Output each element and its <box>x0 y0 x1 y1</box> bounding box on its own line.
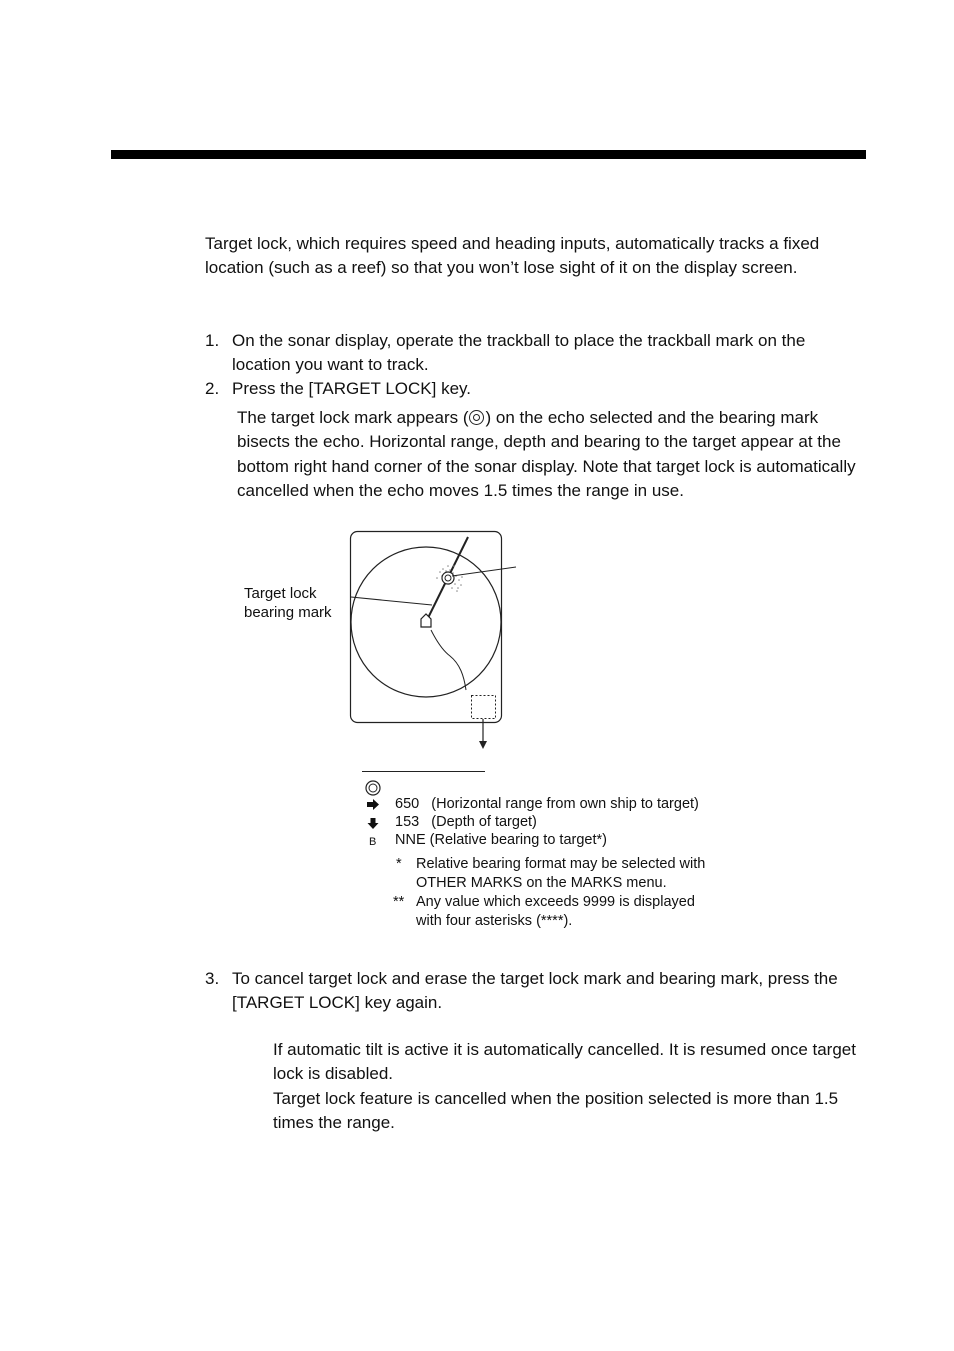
range-desc: (Horizontal range from own ship to target) <box>431 796 699 812</box>
legend-bearing <box>395 831 607 849</box>
step-text: On the sonar display, operate the trackball to place the trackball mark on the location you want to track. <box>232 331 806 375</box>
label-line-2: bearing mark <box>244 604 332 621</box>
legend-range <box>395 795 699 813</box>
range-value: 650 <box>395 796 420 812</box>
step-text: To cancel target lock and erase the target lock mark and bearing mark, press the [TARGET LOCK] key again. <box>232 969 838 1013</box>
bearing-value: NNE <box>395 832 426 848</box>
readout-arrow-head <box>479 741 487 749</box>
step-number: 2. <box>205 379 220 398</box>
note <box>273 1038 863 1136</box>
depth-desc: (Depth of target) <box>431 814 537 830</box>
track-line <box>431 630 466 690</box>
legend-lock-mark-outer <box>366 781 380 795</box>
note-line-2: Target lock feature is cancelled when the position selected is more than 1.5 times the range. <box>273 1088 839 1133</box>
footnote-1-mark: * <box>396 856 402 872</box>
footnote-2 <box>416 893 695 930</box>
footnote-2-mark: ** <box>393 894 405 910</box>
down-arrow-icon <box>368 818 379 829</box>
footnote-1-line-1: Relative bearing format may be selected with <box>416 856 706 872</box>
depth-value: 153 <box>395 814 420 830</box>
intro-paragraph: Target lock, which requires speed and heading inputs, automatically tracks a fixed location (such as a reef) so that you won’t lose sight of it on the display screen. <box>205 234 820 278</box>
bearing-mark-label <box>244 584 332 622</box>
right-arrow-icon <box>367 799 379 810</box>
legend-depth <box>395 813 537 831</box>
legend-lock-mark-inner <box>369 784 377 792</box>
step-number: 3. <box>205 969 220 988</box>
label-line-1: Target lock <box>244 585 317 602</box>
readout-box <box>472 696 496 719</box>
footnote-1 <box>416 855 705 892</box>
note-line-1: If automatic tilt is active it is automatically cancelled. It is resumed once target lock is disabled. <box>273 1040 856 1084</box>
bearing-label-leader <box>351 597 432 605</box>
footnote-2-line-1: Any value which exceeds 9999 is displayed <box>416 894 695 910</box>
footnote-1-line-2: OTHER MARKS on the MARKS menu. <box>416 875 667 891</box>
bearing-symbol: B <box>369 836 377 848</box>
footnote-2-line-2: with four asterisks (****). <box>416 913 573 929</box>
step-number: 1. <box>205 331 220 350</box>
step-2-text-after: ) on the echo selected and the bearing mark bisects the echo. Horizontal range, depth and bearing to the target appear at the bottom right hand corner of the sonar display. Note that target lock is automatically cancelled when the echo moves 1.5 times the range in use. <box>237 408 856 501</box>
step-text: Press the [TARGET LOCK] key. <box>232 379 472 398</box>
bearing-desc: (Relative bearing to target*) <box>429 832 607 848</box>
step-2-text-before: The target lock mark appears ( <box>237 408 469 427</box>
target-lock-mark-outer <box>442 572 454 584</box>
